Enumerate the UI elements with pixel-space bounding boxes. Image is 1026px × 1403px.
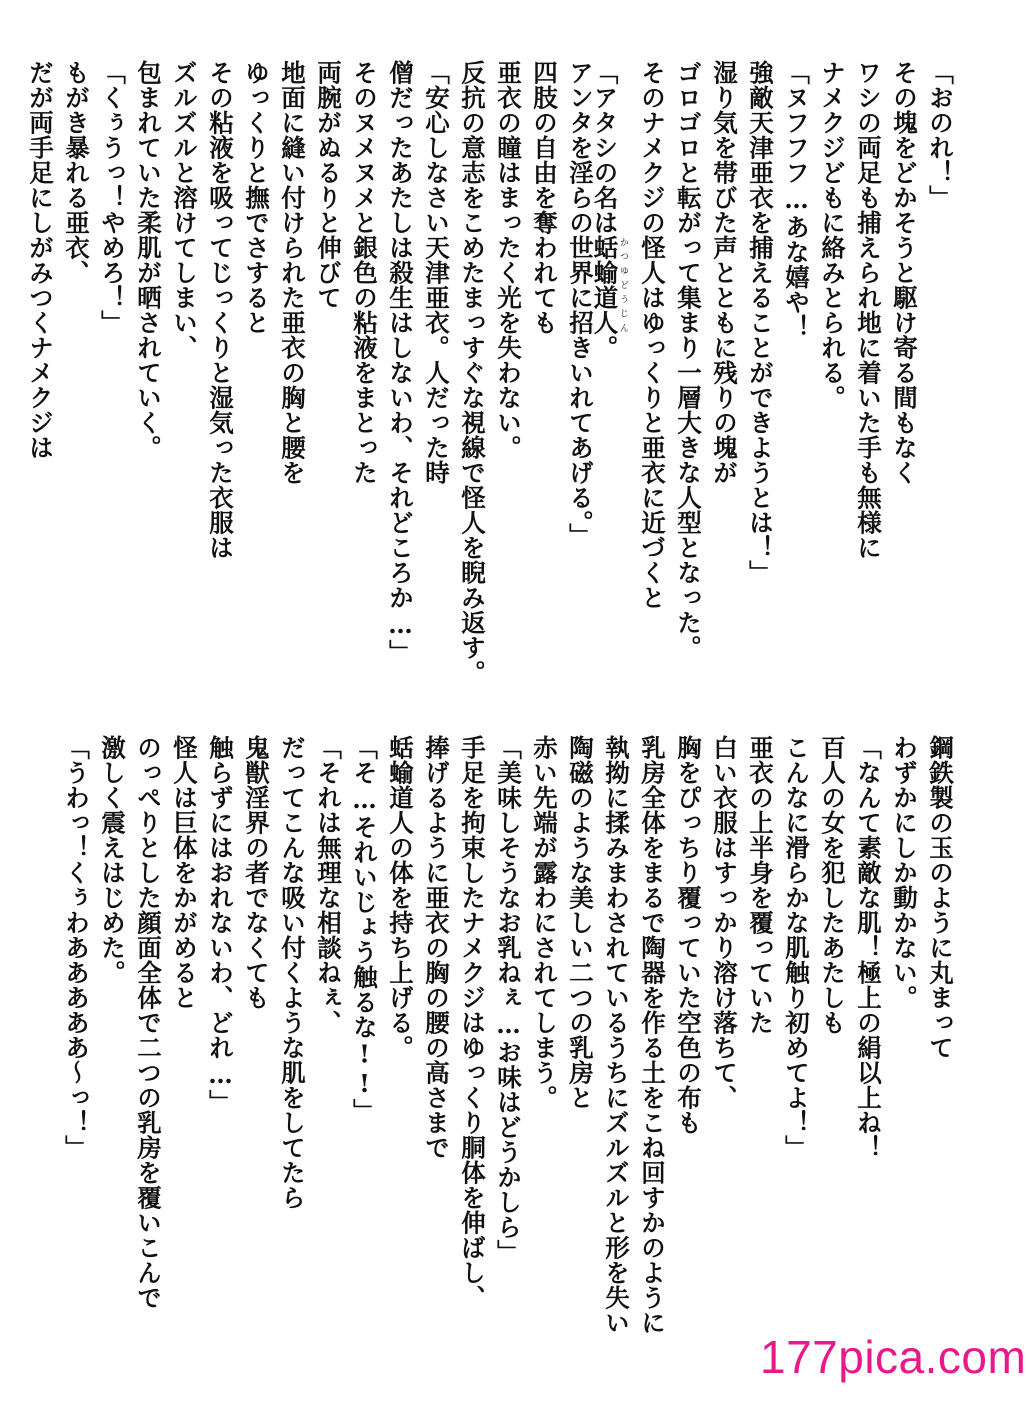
text-line: 「くぅうっ！やめろ！」 [98, 60, 127, 335]
text-line: 胸をぴっちり覆っていた空色の布も [674, 735, 703, 1135]
text-line: 乳房全体をまるで陶器を作る土をこね回すかのように [638, 735, 667, 1335]
text-line: だが両手足にしがみつくナメクジは [26, 60, 55, 460]
text-line: 「なんて素敵な肌！極上の絹以上ね！ [854, 735, 883, 1160]
text-line: 強敵天津亜衣を捕えることができようとは！」 [746, 60, 775, 585]
text-line: こんなに滑らかな肌触り初めてよ！」 [782, 735, 811, 1160]
text-line: 執拗に揉みまわされているうちにズルズルと形を失い [602, 735, 631, 1335]
text-line: 激しく震えはじめた。 [98, 735, 127, 985]
text-line: のっぺりとした顔面全体で二つの乳房を覆いこんで [134, 735, 163, 1310]
text-line: 湿り気を帯びた声とともに残りの塊が [710, 60, 739, 485]
text-line: 白い衣服はすっかり溶け落ちて、 [710, 735, 739, 1110]
site-watermark: 177pica.com [760, 1331, 1026, 1383]
text-line: 「ヌフフフ…あな嬉や！ [782, 60, 811, 340]
text-line: そのナメクジの怪人はゆっくりと亜衣に近づくと [638, 60, 667, 610]
text-line: その塊をどかそうと駆け寄る間もなく [890, 60, 919, 485]
text-line: アンタを淫らの世界に招きいれてあげる。」 [566, 60, 595, 548]
text-line: ナメクジどもに絡みとられる。 [818, 60, 847, 410]
text-line: ゆっくりと撫でさすると [242, 60, 271, 335]
text-line: 鋼鉄製の玉のように丸まって [926, 735, 955, 1060]
text-line: 赤い先端が露わにされてしまう。 [530, 735, 559, 1110]
text-line: 僧だったあたしは殺生はしないわ、それどころか…」 [386, 60, 415, 665]
text-line: 両腕がぬるりと伸びて [314, 60, 343, 310]
text-block-bottom [40, 735, 955, 1335]
text-line: 「うわっ！くぅわあああああ〜っ！」 [62, 735, 91, 1160]
text-line: 蛞蝓道人の体を持ち上げる。 [386, 735, 415, 1060]
text-line: 陶磁のような美しい二つの乳房と [566, 735, 595, 1110]
text-block-top [26, 60, 955, 685]
text-line: その粘液を吸ってじっくりと湿気った衣服は [206, 60, 235, 560]
text-line: 「おのれ！」 [926, 60, 955, 210]
text-line: 四肢の自由を奪われても [530, 60, 559, 335]
name-with-reading: 蛞蝓道人かつゆどうじん [590, 235, 628, 335]
text-line: 亜衣の瞳はまったく光を失わない。 [494, 60, 523, 460]
text-line: 怪人は巨体をかがめると [170, 735, 199, 1010]
text-line: 百人の女を犯したあたしも [818, 735, 847, 1035]
text-line: 亜衣の上半身を覆っていた [746, 735, 775, 1035]
text-line: 「安心しなさい天津亜衣。人だった時 [422, 60, 451, 485]
text-line: もがき暴れる亜衣、 [62, 60, 91, 285]
text-line: だってこんな吸い付くような肌をしてたら [278, 735, 307, 1210]
text-line: 鬼獣淫界の者でなくても [242, 735, 271, 1010]
text-line: 「そ…それいじょう触るな!!」 [350, 735, 379, 1124]
text-line: 手足を拘束したナメクジはゆっくり胴体を伸ばし、 [458, 735, 487, 1310]
text-line: 「それは無理な相談ねぇ、 [314, 735, 343, 1035]
text-line: 「アタシの名は蛞蝓道人かつゆどうじん。 [590, 60, 628, 360]
text-line: 地面に縫い付けられた亜衣の胸と腰を [278, 60, 307, 485]
text-line: 包まれていた柔肌が晒されていく。 [134, 60, 163, 460]
furigana: かつゆどうじん [618, 235, 628, 335]
text-line: 捧げるように亜衣の胸の腰の高さまで [422, 735, 451, 1160]
text-line: そのヌメヌメと銀色の粘液をまとった [350, 60, 379, 485]
text-line: ズルズルと溶けてしまい、 [170, 60, 199, 360]
text-line: ゴロゴロと転がって集まり一層大きな人型となった。 [674, 60, 703, 660]
text-line: 触らずにはおれないわ、どれ…」 [206, 735, 235, 1115]
text-line: 反抗の意志をこめたまっすぐな視線で怪人を睨み返す。 [458, 60, 487, 685]
text-line: 「美味しそうなお乳ねぇ…お味はどうかしら」 [494, 735, 523, 1265]
text-line: ワシの両足も捕えられ地に着いた手も無様に [854, 60, 883, 560]
text-line: わずかにしか動かない。 [890, 735, 919, 1010]
